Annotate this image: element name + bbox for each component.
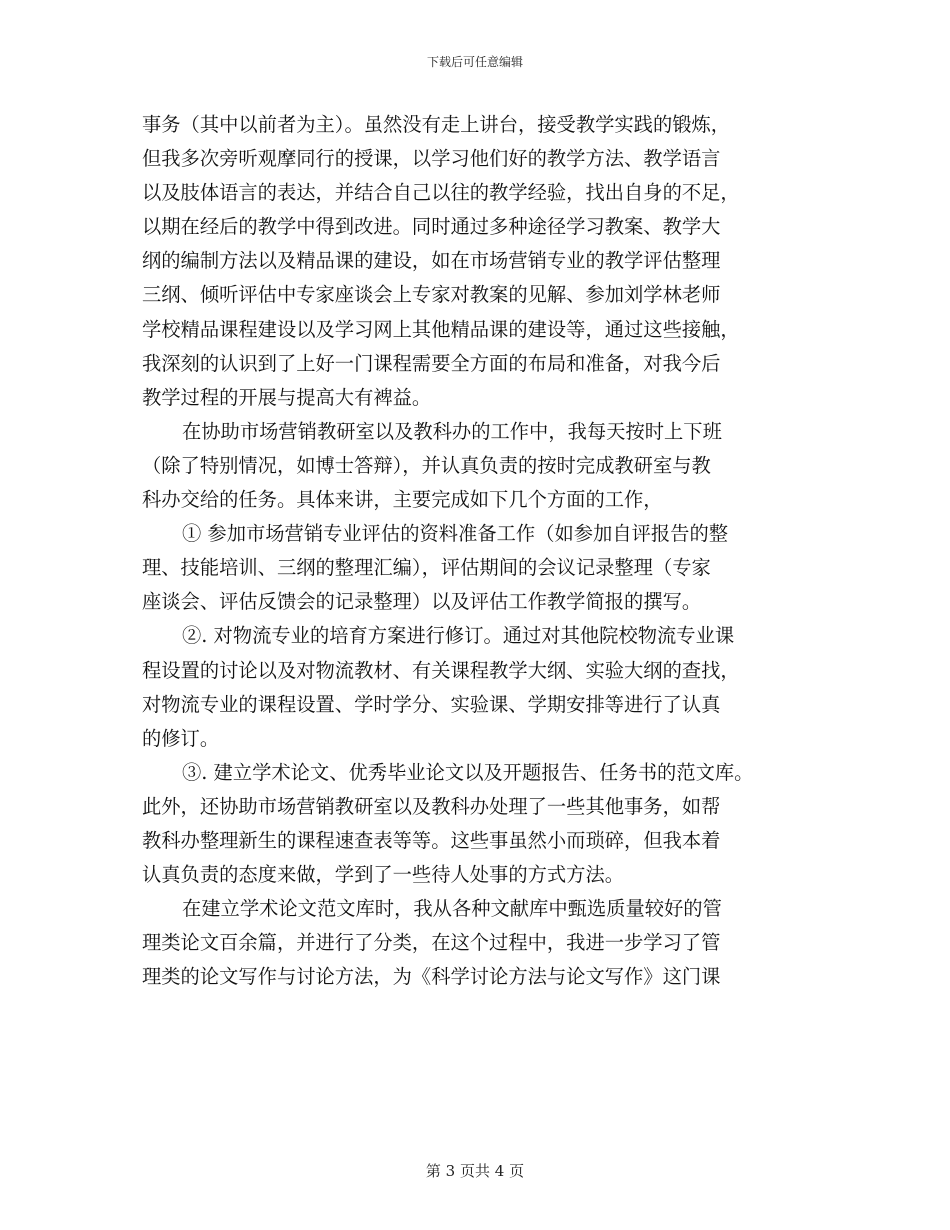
- text-line: 座谈会、评估反馈会的记录整理）以及评估工作教学简报的撰写。: [142, 590, 702, 614]
- text-line: 事务（其中以前者为主）。虽然没有走上讲台，接受教学实践的锻炼，: [142, 113, 731, 136]
- text-line: 认真负责的态度来做，学到了一些待人处事的方式方法。: [142, 863, 625, 887]
- text-line: 但我多次旁听观摩同行的授课，以学习他们好的教学方法、教学语言: [142, 147, 721, 171]
- text-line: 理、技能培训、三纲的整理汇编），评估期间的会议记录整理（专家: [142, 556, 711, 580]
- page-footer: 第 3 页共 4 页: [425, 1162, 525, 1180]
- text-line: 三纲、倾听评估中专家座谈会上专家对教案的见解、参加刘学林老师: [142, 283, 721, 307]
- text-line: 纲的编制方法以及精品课的建设，如在市场营销专业的教学评估整理: [142, 249, 721, 273]
- text-line: 以及肢体语言的表达，并结合自己以往的教学经验，找出自身的不足，: [142, 181, 740, 205]
- text-line: 此外，还协助市场营销教研室以及教科办处理了一些其他事务，如帮: [142, 794, 721, 818]
- text-line: 的修订。: [142, 726, 220, 750]
- text-line: 学校精品课程建设以及学习网上其他精品课的建设等，通过这些接触，: [142, 317, 740, 341]
- text-line: （除了特别情况，如博士答辩），并认真负责的按时完成教研室与教: [142, 453, 711, 477]
- text-line: 教学过程的开展与提高大有裨益。: [142, 385, 432, 409]
- text-line: 以期在经后的教学中得到改进。同时通过多种途径学习教案、教学大: [142, 215, 721, 239]
- text-line: 程设置的讨论以及对物流教材、有关课程教学大纲、实验大纲的查找，: [142, 658, 740, 682]
- text-line: 教科办整理新生的课程速查表等等。这些事虽然小而琐碎，但我本着: [142, 828, 721, 852]
- paragraph-start-line: ②. 对物流专业的培育方案进行修订。通过对其他院校物流专业课: [182, 624, 735, 648]
- document-body: [142, 108, 808, 994]
- paragraph-start-line: ③. 建立学术论文、优秀毕业论文以及开题报告、任务书的范文库。: [182, 760, 754, 784]
- text-line: 我深刻的认识到了上好一门课程需要全方面的布局和准备，对我今后: [142, 351, 721, 375]
- text-line: 理类的论文写作与讨论方法，为《科学讨论方法与论文写作》这门课: [142, 965, 721, 989]
- text-line: 理类论文百余篇，并进行了分类，在这个过程中，我进一步学习了管: [142, 931, 721, 955]
- page-header: 下载后可任意编辑: [426, 55, 523, 69]
- text-line: 对物流专业的课程设置、学时学分、实验课、学期安排等进行了认真: [142, 692, 721, 716]
- paragraph-start-line: 在协助市场营销教研室以及教科办的工作中，我每天按时上下班: [182, 419, 722, 443]
- paragraph-start-line: ① 参加市场营销专业评估的资料准备工作（如参加自评报告的整: [182, 522, 729, 546]
- paragraph-start-line: 在建立学术论文范文库时，我从各种文献库中甄选质量较好的管: [182, 897, 722, 921]
- text-line: 科办交给的任务。具体来讲，主要完成如下几个方面的工作，: [142, 488, 663, 512]
